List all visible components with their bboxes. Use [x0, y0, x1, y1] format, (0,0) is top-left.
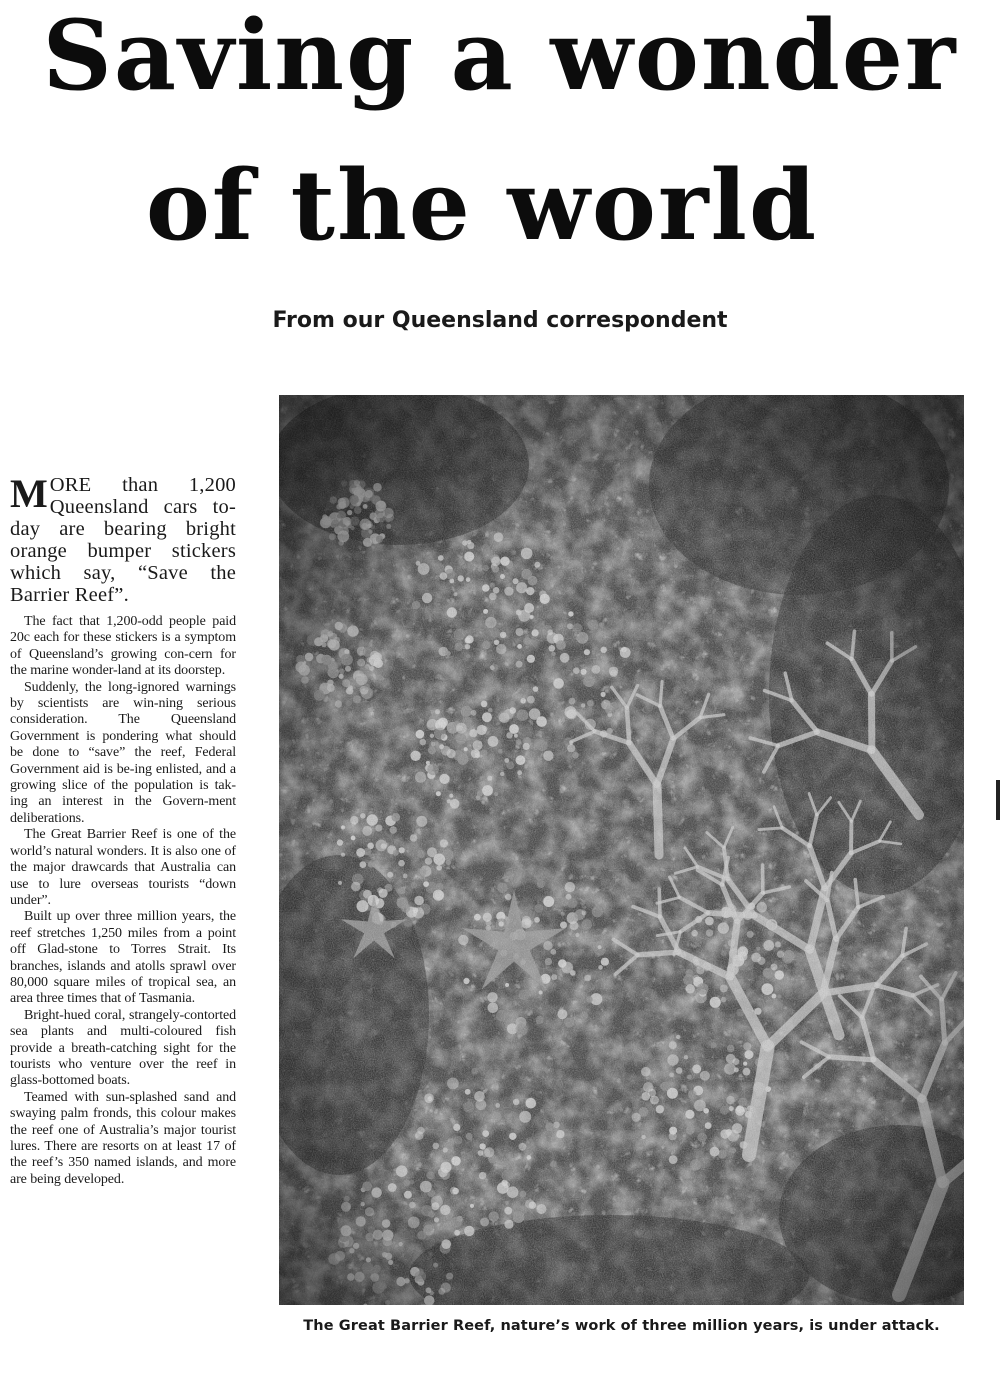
article-paragraph-4: Built up over three million years, the reef stretches 1,250 miles from a point off Glad-stone to Torres Strait. Its branches, islands and atolls sprawl over 80,000 square miles of tropical sea, an area three times that of Tasmania. [10, 909, 236, 1007]
article-paragraph-1: The fact that 1,200-odd people paid 20c each for these stickers is a symptom of Queensland’s growing con-cern for the marine wonder-land at its doorstep. [10, 614, 236, 679]
article-paragraph-5: Bright-hued coral, strangely-contorted sea plants and multi-coloured fish provide a breath-catching sight for the tourists who venture over the reef in glass-bottomed boats. [10, 1007, 236, 1089]
article-column [10, 471, 236, 1188]
article-paragraph-2: Suddenly, the long-ignored warnings by scientists are win-ning serious consideration. The Queensland Government is pondering what should be done to “save” the reef, Federal Government aid is be-ing enlisted, and a growing slice of the population is tak-ing an interest in the Govern-ment deliberations. [10, 679, 236, 826]
headline-line-2: of the world [145, 149, 819, 262]
headline-line-1: Saving a wonder [42, 0, 958, 112]
page-edge-mark [996, 780, 1000, 820]
coral-reef-image [279, 395, 964, 1305]
coral-reef-photo [279, 395, 964, 1305]
drop-cap: M [10, 471, 48, 516]
lead-text: ORE than 1,200 Queensland cars to-day are bearing bright orange bumper stickers which say, “Save the Barrier Reef”. [10, 474, 236, 606]
article-paragraph-3: The Great Barrier Reef is one of the world’s natural wonders. It is also one of the major drawcards that Australia can use to lure overseas tourists “down under”. [10, 827, 236, 908]
lead-paragraph [10, 471, 236, 606]
photo-caption: The Great Barrier Reef, nature’s work of three million years, is under attack. [303, 1318, 940, 1334]
article-paragraph-6: Teamed with sun-splashed sand and swaying palm fronds, this colour makes the reef one of Australia’s major tourist lures. There are resorts on at least 17 of the reef’s 350 named islands, and more are being developed. [10, 1089, 236, 1187]
byline: From our Queensland correspondent [272, 308, 728, 333]
